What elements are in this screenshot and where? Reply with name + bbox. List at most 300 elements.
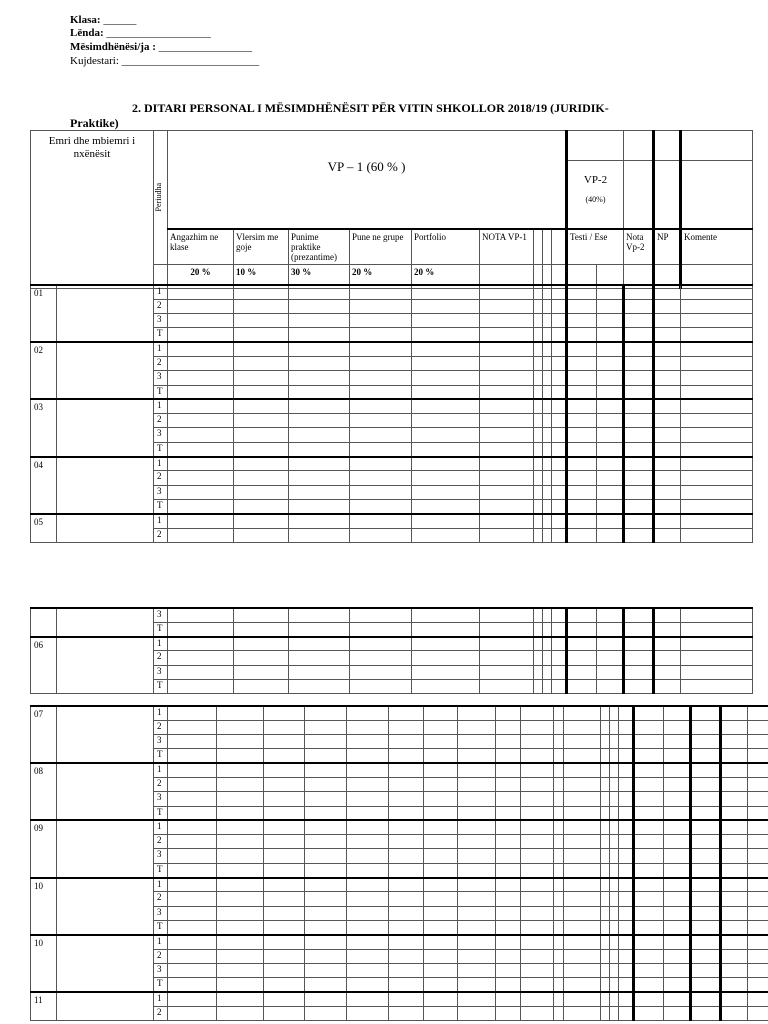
grade-cell[interactable] — [624, 679, 654, 693]
grade-cell[interactable] — [564, 892, 601, 906]
grade-cell[interactable] — [567, 457, 597, 471]
grade-cell[interactable] — [424, 1006, 458, 1020]
grade-cell[interactable] — [168, 892, 217, 906]
student-name-cell[interactable] — [57, 457, 154, 514]
grade-cell[interactable] — [289, 314, 350, 328]
grade-cell[interactable] — [350, 414, 412, 428]
grade-cell[interactable] — [624, 314, 654, 328]
grade-cell[interactable] — [347, 735, 389, 749]
grade-cell[interactable] — [264, 792, 305, 806]
grade-cell[interactable] — [597, 442, 624, 456]
grade-cell[interactable] — [412, 637, 480, 651]
grade-cell[interactable] — [350, 299, 412, 313]
grade-cell[interactable] — [480, 665, 534, 679]
grade-cell[interactable] — [389, 963, 424, 977]
grade-cell[interactable] — [691, 935, 721, 949]
grade-cell[interactable] — [534, 328, 543, 342]
grade-cell[interactable] — [610, 720, 619, 734]
grade-cell[interactable] — [264, 963, 305, 977]
grade-cell[interactable] — [543, 328, 552, 342]
grade-cell[interactable] — [168, 608, 234, 622]
grade-cell[interactable] — [721, 820, 748, 834]
grade-cell[interactable] — [552, 442, 567, 456]
grade-cell[interactable] — [664, 920, 691, 934]
grade-cell[interactable] — [389, 849, 424, 863]
grade-cell[interactable] — [234, 471, 289, 485]
grade-cell[interactable] — [264, 735, 305, 749]
grade-cell[interactable] — [496, 863, 521, 877]
grade-cell[interactable] — [552, 328, 567, 342]
grade-cell[interactable] — [624, 457, 654, 471]
grade-cell[interactable] — [624, 342, 654, 356]
grade-cell[interactable] — [389, 735, 424, 749]
grade-cell[interactable] — [624, 285, 654, 299]
grade-cell[interactable] — [347, 749, 389, 763]
grade-cell[interactable] — [619, 992, 634, 1006]
grade-cell[interactable] — [634, 849, 664, 863]
grade-cell[interactable] — [534, 428, 543, 442]
grade-cell[interactable] — [305, 920, 347, 934]
grade-cell[interactable] — [217, 749, 264, 763]
grade-cell[interactable] — [521, 906, 554, 920]
grade-cell[interactable] — [654, 342, 681, 356]
grade-cell[interactable] — [664, 735, 691, 749]
grade-cell[interactable] — [412, 314, 480, 328]
grade-cell[interactable] — [564, 777, 601, 791]
grade-cell[interactable] — [289, 328, 350, 342]
grade-cell[interactable] — [619, 763, 634, 777]
grade-cell[interactable] — [624, 356, 654, 370]
grade-cell[interactable] — [624, 328, 654, 342]
grade-cell[interactable] — [480, 356, 534, 370]
grade-cell[interactable] — [610, 735, 619, 749]
grade-cell[interactable] — [168, 992, 217, 1006]
grade-cell[interactable] — [264, 878, 305, 892]
grade-cell[interactable] — [597, 428, 624, 442]
grade-cell[interactable] — [597, 342, 624, 356]
grade-cell[interactable] — [597, 328, 624, 342]
grade-cell[interactable] — [624, 299, 654, 313]
grade-cell[interactable] — [389, 992, 424, 1006]
grade-cell[interactable] — [521, 992, 554, 1006]
grade-cell[interactable] — [543, 499, 552, 513]
grade-cell[interactable] — [424, 935, 458, 949]
grade-cell[interactable] — [721, 863, 748, 877]
grade-cell[interactable] — [217, 835, 264, 849]
grade-cell[interactable] — [412, 328, 480, 342]
grade-cell[interactable] — [691, 878, 721, 892]
grade-cell[interactable] — [567, 528, 597, 542]
grade-cell[interactable] — [350, 371, 412, 385]
grade-cell[interactable] — [664, 935, 691, 949]
grade-cell[interactable] — [389, 935, 424, 949]
grade-cell[interactable] — [289, 608, 350, 622]
grade-cell[interactable] — [691, 992, 721, 1006]
grade-cell[interactable] — [691, 892, 721, 906]
grade-cell[interactable] — [496, 820, 521, 834]
grade-cell[interactable] — [534, 371, 543, 385]
grade-cell[interactable] — [521, 849, 554, 863]
grade-cell[interactable] — [554, 978, 564, 992]
grade-cell[interactable] — [634, 978, 664, 992]
grade-cell[interactable] — [534, 414, 543, 428]
grade-cell[interactable] — [350, 399, 412, 413]
grade-cell[interactable] — [480, 414, 534, 428]
grade-cell[interactable] — [634, 792, 664, 806]
grade-cell[interactable] — [624, 622, 654, 636]
grade-cell[interactable] — [721, 735, 748, 749]
grade-cell[interactable] — [543, 356, 552, 370]
grade-cell[interactable] — [721, 763, 748, 777]
grade-cell[interactable] — [168, 414, 234, 428]
grade-cell[interactable] — [567, 428, 597, 442]
grade-cell[interactable] — [552, 622, 567, 636]
grade-cell[interactable] — [624, 514, 654, 528]
grade-cell[interactable] — [748, 906, 768, 920]
grade-cell[interactable] — [619, 735, 634, 749]
grade-cell[interactable] — [521, 892, 554, 906]
grade-cell[interactable] — [748, 935, 768, 949]
grade-cell[interactable] — [389, 892, 424, 906]
grade-cell[interactable] — [389, 749, 424, 763]
grade-cell[interactable] — [350, 385, 412, 399]
grade-cell[interactable] — [554, 963, 564, 977]
grade-cell[interactable] — [534, 314, 543, 328]
grade-cell[interactable] — [681, 428, 753, 442]
grade-cell[interactable] — [521, 949, 554, 963]
grade-cell[interactable] — [597, 679, 624, 693]
grade-cell[interactable] — [168, 514, 234, 528]
grade-cell[interactable] — [458, 978, 496, 992]
grade-cell[interactable] — [552, 314, 567, 328]
grade-cell[interactable] — [554, 863, 564, 877]
grade-cell[interactable] — [543, 371, 552, 385]
grade-cell[interactable] — [480, 342, 534, 356]
grade-cell[interactable] — [534, 399, 543, 413]
grade-cell[interactable] — [458, 763, 496, 777]
grade-cell[interactable] — [347, 863, 389, 877]
grade-cell[interactable] — [534, 285, 543, 299]
grade-cell[interactable] — [521, 706, 554, 720]
grade-cell[interactable] — [543, 608, 552, 622]
grade-cell[interactable] — [654, 314, 681, 328]
grade-cell[interactable] — [234, 285, 289, 299]
grade-cell[interactable] — [480, 371, 534, 385]
grade-cell[interactable] — [217, 792, 264, 806]
grade-cell[interactable] — [748, 806, 768, 820]
grade-cell[interactable] — [748, 878, 768, 892]
grade-cell[interactable] — [217, 735, 264, 749]
grade-cell[interactable] — [234, 499, 289, 513]
grade-cell[interactable] — [458, 935, 496, 949]
grade-cell[interactable] — [721, 1006, 748, 1020]
grade-cell[interactable] — [543, 342, 552, 356]
grade-cell[interactable] — [567, 514, 597, 528]
grade-cell[interactable] — [619, 920, 634, 934]
grade-cell[interactable] — [458, 963, 496, 977]
grade-cell[interactable] — [305, 720, 347, 734]
grade-cell[interactable] — [217, 892, 264, 906]
grade-cell[interactable] — [691, 963, 721, 977]
grade-cell[interactable] — [521, 935, 554, 949]
grade-cell[interactable] — [168, 878, 217, 892]
grade-cell[interactable] — [610, 978, 619, 992]
grade-cell[interactable] — [681, 299, 753, 313]
grade-cell[interactable] — [480, 399, 534, 413]
grade-cell[interactable] — [234, 356, 289, 370]
grade-cell[interactable] — [681, 356, 753, 370]
grade-cell[interactable] — [601, 777, 610, 791]
grade-cell[interactable] — [480, 679, 534, 693]
grade-cell[interactable] — [496, 992, 521, 1006]
student-name-cell[interactable] — [57, 935, 154, 992]
grade-cell[interactable] — [554, 935, 564, 949]
grade-cell[interactable] — [496, 763, 521, 777]
grade-cell[interactable] — [496, 978, 521, 992]
grade-cell[interactable] — [424, 835, 458, 849]
grade-cell[interactable] — [480, 457, 534, 471]
grade-cell[interactable] — [681, 457, 753, 471]
grade-cell[interactable] — [691, 906, 721, 920]
grade-cell[interactable] — [567, 622, 597, 636]
grade-cell[interactable] — [534, 651, 543, 665]
grade-cell[interactable] — [691, 763, 721, 777]
grade-cell[interactable] — [634, 963, 664, 977]
grade-cell[interactable] — [389, 906, 424, 920]
grade-cell[interactable] — [552, 485, 567, 499]
grade-cell[interactable] — [289, 342, 350, 356]
grade-cell[interactable] — [305, 906, 347, 920]
grade-cell[interactable] — [305, 735, 347, 749]
grade-cell[interactable] — [552, 457, 567, 471]
grade-cell[interactable] — [496, 749, 521, 763]
grade-cell[interactable] — [347, 706, 389, 720]
grade-cell[interactable] — [521, 920, 554, 934]
grade-cell[interactable] — [458, 878, 496, 892]
grade-cell[interactable] — [168, 763, 217, 777]
grade-cell[interactable] — [748, 749, 768, 763]
grade-cell[interactable] — [554, 849, 564, 863]
grade-cell[interactable] — [552, 356, 567, 370]
grade-cell[interactable] — [521, 777, 554, 791]
grade-cell[interactable] — [554, 792, 564, 806]
grade-cell[interactable] — [347, 777, 389, 791]
grade-cell[interactable] — [597, 514, 624, 528]
grade-cell[interactable] — [496, 906, 521, 920]
grade-cell[interactable] — [634, 935, 664, 949]
grade-cell[interactable] — [264, 892, 305, 906]
grade-cell[interactable] — [567, 651, 597, 665]
grade-cell[interactable] — [567, 608, 597, 622]
grade-cell[interactable] — [654, 622, 681, 636]
grade-cell[interactable] — [610, 792, 619, 806]
grade-cell[interactable] — [168, 949, 217, 963]
grade-cell[interactable] — [424, 978, 458, 992]
grade-cell[interactable] — [664, 792, 691, 806]
grade-cell[interactable] — [564, 749, 601, 763]
grade-cell[interactable] — [534, 622, 543, 636]
grade-cell[interactable] — [552, 285, 567, 299]
grade-cell[interactable] — [168, 651, 234, 665]
grade-cell[interactable] — [305, 992, 347, 1006]
grade-cell[interactable] — [521, 863, 554, 877]
grade-cell[interactable] — [567, 665, 597, 679]
grade-cell[interactable] — [567, 471, 597, 485]
grade-cell[interactable] — [264, 835, 305, 849]
grade-cell[interactable] — [597, 651, 624, 665]
grade-cell[interactable] — [217, 878, 264, 892]
grade-cell[interactable] — [264, 935, 305, 949]
grade-cell[interactable] — [610, 806, 619, 820]
grade-cell[interactable] — [624, 637, 654, 651]
grade-cell[interactable] — [168, 935, 217, 949]
grade-cell[interactable] — [347, 978, 389, 992]
grade-cell[interactable] — [543, 665, 552, 679]
grade-cell[interactable] — [543, 414, 552, 428]
grade-cell[interactable] — [458, 720, 496, 734]
grade-cell[interactable] — [234, 651, 289, 665]
grade-cell[interactable] — [691, 920, 721, 934]
grade-cell[interactable] — [634, 806, 664, 820]
grade-cell[interactable] — [305, 963, 347, 977]
grade-cell[interactable] — [234, 514, 289, 528]
grade-cell[interactable] — [601, 878, 610, 892]
grade-cell[interactable] — [681, 665, 753, 679]
grade-cell[interactable] — [305, 763, 347, 777]
grade-cell[interactable] — [234, 399, 289, 413]
grade-cell[interactable] — [552, 414, 567, 428]
grade-cell[interactable] — [480, 442, 534, 456]
grade-cell[interactable] — [664, 892, 691, 906]
grade-cell[interactable] — [521, 720, 554, 734]
grade-cell[interactable] — [289, 356, 350, 370]
grade-cell[interactable] — [564, 763, 601, 777]
grade-cell[interactable] — [543, 622, 552, 636]
grade-cell[interactable] — [543, 428, 552, 442]
grade-cell[interactable] — [619, 720, 634, 734]
grade-cell[interactable] — [168, 863, 217, 877]
grade-cell[interactable] — [597, 399, 624, 413]
grade-cell[interactable] — [412, 499, 480, 513]
grade-cell[interactable] — [217, 820, 264, 834]
grade-cell[interactable] — [217, 763, 264, 777]
grade-cell[interactable] — [567, 342, 597, 356]
grade-cell[interactable] — [168, 735, 217, 749]
grade-cell[interactable] — [480, 651, 534, 665]
grade-cell[interactable] — [168, 342, 234, 356]
grade-cell[interactable] — [305, 935, 347, 949]
grade-cell[interactable] — [496, 835, 521, 849]
grade-cell[interactable] — [350, 356, 412, 370]
grade-cell[interactable] — [654, 608, 681, 622]
grade-cell[interactable] — [480, 385, 534, 399]
grade-cell[interactable] — [564, 806, 601, 820]
grade-cell[interactable] — [350, 528, 412, 542]
grade-cell[interactable] — [567, 314, 597, 328]
grade-cell[interactable] — [412, 428, 480, 442]
grade-cell[interactable] — [601, 763, 610, 777]
grade-cell[interactable] — [289, 471, 350, 485]
grade-cell[interactable] — [521, 749, 554, 763]
grade-cell[interactable] — [691, 777, 721, 791]
grade-cell[interactable] — [543, 651, 552, 665]
grade-cell[interactable] — [552, 371, 567, 385]
grade-cell[interactable] — [654, 499, 681, 513]
grade-cell[interactable] — [610, 835, 619, 849]
grade-cell[interactable] — [168, 806, 217, 820]
grade-cell[interactable] — [597, 665, 624, 679]
grade-cell[interactable] — [552, 651, 567, 665]
grade-cell[interactable] — [289, 442, 350, 456]
grade-cell[interactable] — [619, 892, 634, 906]
grade-cell[interactable] — [389, 777, 424, 791]
grade-cell[interactable] — [350, 428, 412, 442]
grade-cell[interactable] — [412, 385, 480, 399]
grade-cell[interactable] — [654, 485, 681, 499]
grade-cell[interactable] — [552, 399, 567, 413]
grade-cell[interactable] — [412, 485, 480, 499]
grade-cell[interactable] — [721, 978, 748, 992]
grade-cell[interactable] — [610, 920, 619, 934]
grade-cell[interactable] — [654, 414, 681, 428]
grade-cell[interactable] — [664, 978, 691, 992]
grade-cell[interactable] — [601, 835, 610, 849]
grade-cell[interactable] — [168, 622, 234, 636]
grade-cell[interactable] — [458, 992, 496, 1006]
grade-cell[interactable] — [543, 457, 552, 471]
grade-cell[interactable] — [264, 806, 305, 820]
grade-cell[interactable] — [217, 935, 264, 949]
grade-cell[interactable] — [289, 528, 350, 542]
grade-cell[interactable] — [217, 849, 264, 863]
grade-cell[interactable] — [543, 528, 552, 542]
grade-cell[interactable] — [389, 792, 424, 806]
grade-cell[interactable] — [424, 892, 458, 906]
grade-cell[interactable] — [597, 528, 624, 542]
grade-cell[interactable] — [597, 499, 624, 513]
grade-cell[interactable] — [389, 920, 424, 934]
grade-cell[interactable] — [350, 514, 412, 528]
grade-cell[interactable] — [619, 806, 634, 820]
grade-cell[interactable] — [554, 706, 564, 720]
grade-cell[interactable] — [624, 442, 654, 456]
student-name-cell[interactable] — [57, 763, 154, 820]
grade-cell[interactable] — [567, 371, 597, 385]
grade-cell[interactable] — [624, 471, 654, 485]
grade-cell[interactable] — [601, 706, 610, 720]
grade-cell[interactable] — [234, 665, 289, 679]
grade-cell[interactable] — [691, 706, 721, 720]
grade-cell[interactable] — [610, 963, 619, 977]
grade-cell[interactable] — [543, 299, 552, 313]
grade-cell[interactable] — [567, 399, 597, 413]
grade-cell[interactable] — [554, 892, 564, 906]
grade-cell[interactable] — [305, 1006, 347, 1020]
grade-cell[interactable] — [521, 735, 554, 749]
student-name-cell[interactable] — [57, 399, 154, 456]
grade-cell[interactable] — [168, 849, 217, 863]
grade-cell[interactable] — [534, 342, 543, 356]
grade-cell[interactable] — [412, 399, 480, 413]
grade-cell[interactable] — [264, 1006, 305, 1020]
grade-cell[interactable] — [347, 763, 389, 777]
grade-cell[interactable] — [721, 878, 748, 892]
grade-cell[interactable] — [458, 806, 496, 820]
grade-cell[interactable] — [264, 906, 305, 920]
grade-cell[interactable] — [597, 299, 624, 313]
grade-cell[interactable] — [610, 849, 619, 863]
grade-cell[interactable] — [564, 963, 601, 977]
